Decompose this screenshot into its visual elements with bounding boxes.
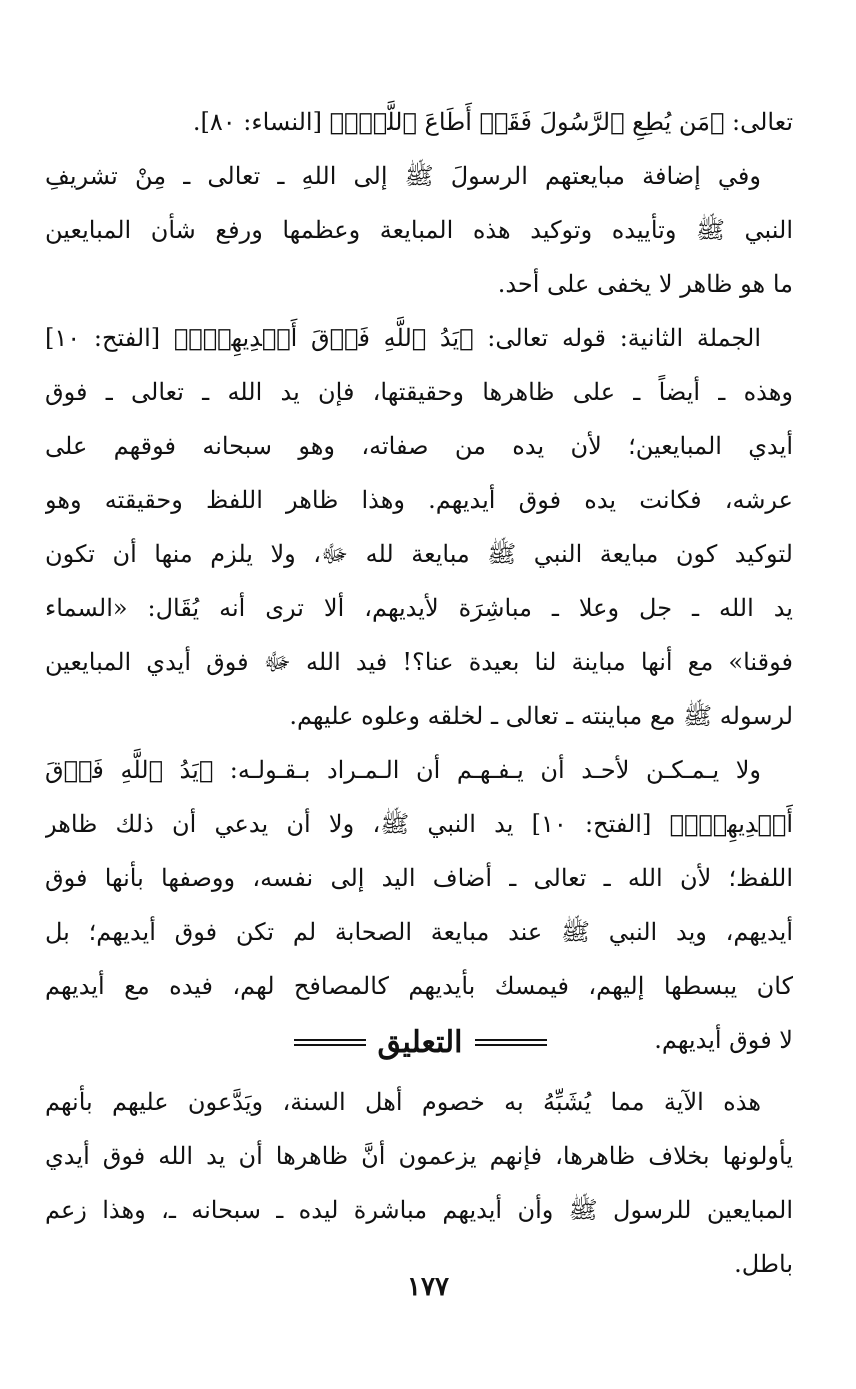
commentary-text: [45, 1075, 793, 1291]
text-line: عرشه، فكانت يده فوق أيديهم. وهذا ظاهر اللفظ وحقيقته وهو: [45, 486, 793, 514]
text-line: باطل.: [734, 1250, 793, 1278]
text-line: وفي إضافة مبايعتهم الرسولَ ﷺ إلى اللهِ ـ تعالى ـ مِنْ تشريفِ: [45, 162, 761, 190]
text-line: الجملة الثانية: قوله تعالى: ﴿يَدُ ٱللَّهِ فَوۡقَ أَيۡدِيهِمۡۚ﴾ [الفتح: ١٠]: [45, 324, 761, 352]
section-heading-text: التعليق: [377, 1024, 463, 1060]
text-line: تعالى: ﴿مَن يُطِعِ ٱلرَّسُولَ فَقَدۡ أَطَاعَ ٱللَّهَۖ﴾ [النساء: ٨٠].: [192, 108, 793, 136]
text-line: أَيۡدِيهِمۡۚ﴾ [الفتح: ١٠] يد النبي ﷺ، ولا أن يدعي أن ذلك ظاهر: [45, 810, 793, 838]
main-text: [45, 95, 793, 1067]
heading-rule-left: [294, 1039, 366, 1046]
text-line: أيدي المبايعين؛ لأن يده من صفاته، وهو سبحانه فوقهم على: [45, 432, 793, 460]
text-line: ما هو ظاهر لا يخفى على أحد.: [497, 270, 793, 298]
text-line: كان يبسطها إليهم، فيمسك بأيديهم كالمصافح لهم، فيده مع أيديهم: [45, 972, 793, 1000]
text-line: يأولونها بخلاف ظاهرها، فإنهم يزعمون أنَّ ظاهرها أن يد الله فوق أيدي: [45, 1142, 793, 1170]
text-line: هذه الآية مما يُشَبِّهُ به خصوم أهل السنة، ويَدَّعون عليهم بأنهم: [45, 1088, 762, 1116]
text-line: المبايعين للرسول ﷺ وأن أيديهم مباشرة ليده ـ سبحانه ـ، وهذا زعم: [45, 1196, 793, 1224]
text-line: لرسوله ﷺ مع مباينته ـ تعالى ـ لخلقه وعلوه عليهم.: [289, 702, 793, 730]
text-line: يد الله ـ جل وعلا ـ مباشِرَة لأيديهم، ألا ترى أنه يُقَال: «السماء: [45, 594, 793, 622]
section-heading: [270, 1012, 570, 1072]
text-line: لا فوق أيديهم.: [654, 1026, 793, 1054]
page-number: ١٧٧: [407, 1272, 449, 1302]
text-line: النبي ﷺ وتأييده وتوكيد هذه المبايعة وعظمها ورفع شأن المبايعين: [45, 216, 793, 244]
text-line: وهذه ـ أيضاً ـ على ظاهرها وحقيقتها، فإن يد الله ـ تعالى ـ فوق: [45, 378, 793, 406]
heading-rule-right: [475, 1039, 547, 1046]
text-line: أيديهم، ويد النبي ﷺ عند مبايعة الصحابة لم تكن فوق أيديهم؛ بل: [45, 918, 793, 946]
text-line: اللفظ؛ لأن الله ـ تعالى ـ أضاف اليد إلى نفسه، ووصفها بأنها فوق: [45, 864, 793, 892]
text-line: فوقنا» مع أنها مباينة لنا بعيدة عنا؟! فيد الله ﷻ فوق أيدي المبايعين: [45, 648, 793, 676]
text-line: لتوكيد كون مبايعة النبي ﷺ مبايعة لله ﷻ، ولا يلزم منها أن تكون: [45, 540, 793, 568]
text-line: ولا يـمـكـن لأحـد أن يـفـهـم أن الـمـراد بـقـولـه: ﴿يَدُ ٱللَّهِ فَوۡقَ: [45, 756, 761, 784]
